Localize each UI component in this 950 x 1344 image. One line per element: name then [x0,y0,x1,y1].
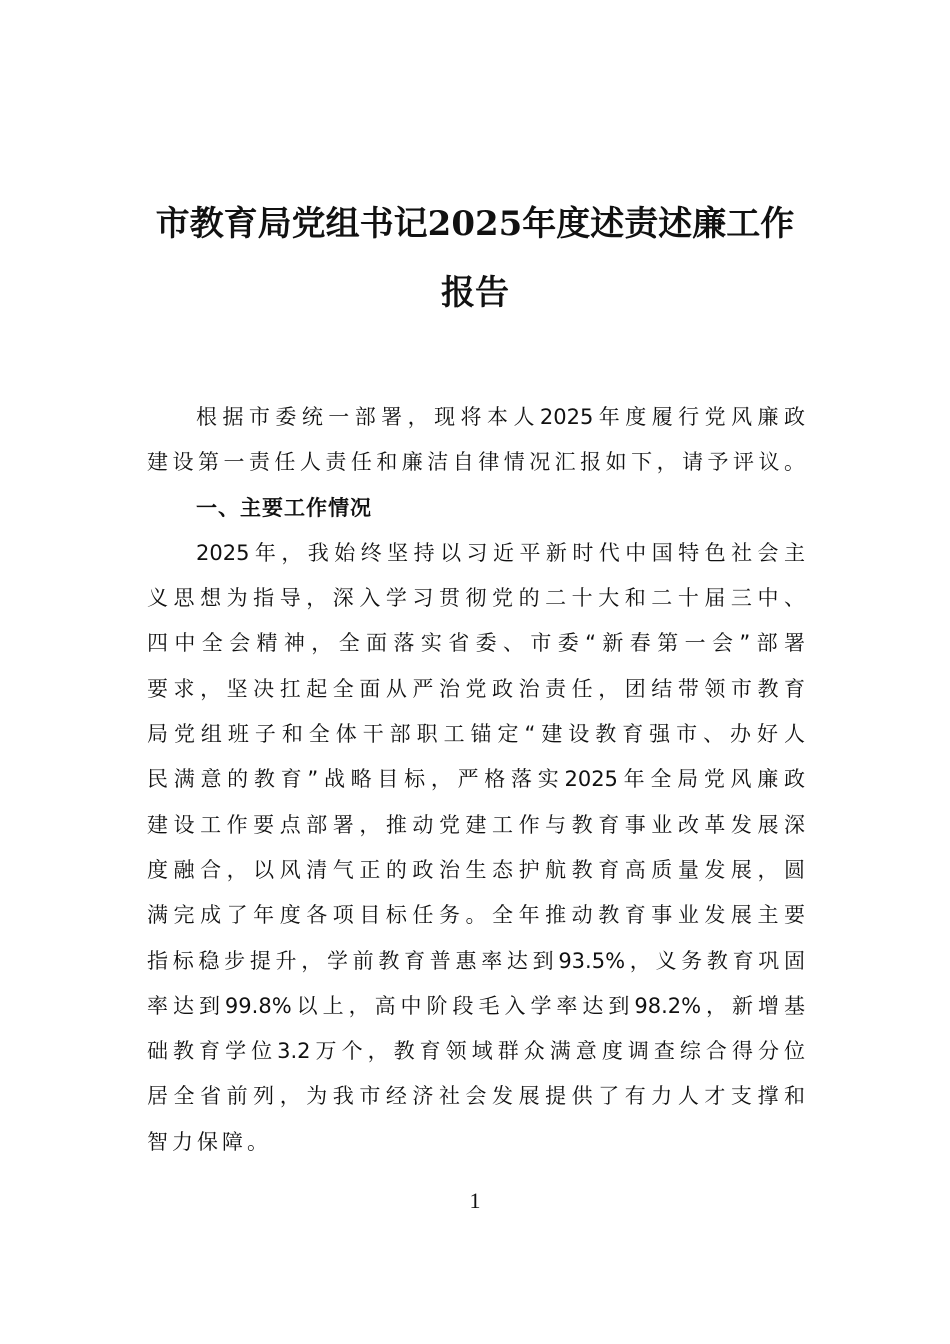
paragraph-line: 建设第一责任人责任和廉洁自律情况汇报如下，请予评议。 [147,450,805,475]
paragraph-line: 率达到99.8%以上，高中阶段毛入学率达到98.2%，新增基 [147,993,805,1018]
paragraph-line: 根据市委统一部署，现将本人2025年度履行党风廉政 [196,405,805,429]
document-body [147,395,805,1165]
paragraph-line: 2025年，我始终坚持以习近平新时代中国特色社会主 [196,540,805,565]
document-title-line-1: 市教育局党组书记2025年度述责述廉工作 [155,204,795,244]
paragraph-line: 建设工作要点部署，推动党建工作与教育事业改革发展深 [147,812,805,837]
paragraph-line: 民满意的教育”战略目标，严格落实2025年全局党风廉政 [147,767,805,792]
paragraph-line: 四中全会精神，全面落实省委、市委“新春第一会”部署 [147,631,805,656]
paragraph-line: 指标稳步提升，学前教育普惠率达到93.5%，义务教育巩固 [147,948,805,973]
paragraph-line: 智力保障。 [147,1129,272,1154]
paragraph-line: 础教育学位3.2万个，教育领域群众满意度调查综合得分位 [147,1039,805,1064]
document-title-line-2: 报告 [441,273,509,313]
page-number: 1 [469,1188,481,1213]
paragraph-line: 局党组班子和全体干部职工锚定“建设教育强市、办好人 [147,722,805,747]
paragraph-line: 居全省前列，为我市经济社会发展提供了有力人才支撑和 [147,1084,805,1109]
paragraph-line: 度融合，以风清气正的政治生态护航教育高质量发展，圆 [147,857,805,882]
paragraph-line: 义思想为指导，深入学习贯彻党的二十大和二十届三中、 [147,586,805,611]
paragraph-line: 满完成了年度各项目标任务。全年推动教育事业发展主要 [147,903,805,928]
paragraph-line: 要求，坚决扛起全面从严治党政治责任，团结带领市教育 [147,676,805,701]
section-heading: 一、主要工作情况 [196,495,372,520]
